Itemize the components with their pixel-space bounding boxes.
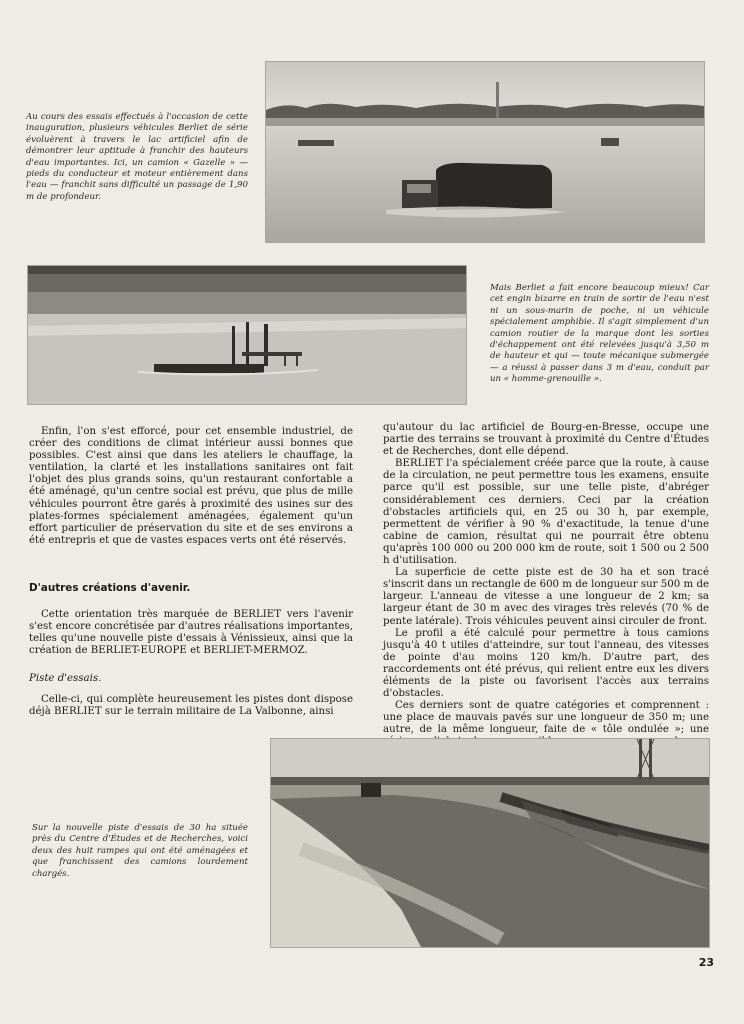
left-column bbox=[29, 426, 353, 547]
right-paragraph-2: BERLIET l'a spécialement créée parce que la route, à cause de la circulation, ne peut permettre tous les examens, ensuite parce qu'il est possible, sur une telle piste, d'abréger considérablement ces derniers. Ceci par la création d'obstacles artificiels qui, en 25 ou 30 h, par exemple, permettent de vérifier à 90 % d'exactitude, la tenue d'une cabine de camion, résultat qui ne pourrait être obtenu qu'après 100 000 ou 200 000 km de route, soit 1 500 ou 2 500 h d'utilisation. bbox=[383, 458, 709, 567]
left-column-3 bbox=[29, 694, 353, 718]
photo-truck-in-lake-image bbox=[266, 62, 704, 242]
photo-submerged-truck-image bbox=[28, 266, 466, 404]
left-paragraph-2: Cette orientation très marquée de BERLIET vers l'avenir s'est encore concrétisée par d'autres réalisations importantes, telles qu'une nouvelle piste d'essais à Vénissieux, ainsi que la création de BERLIET-EUROPE et BERLIET-MERMOZ. bbox=[29, 609, 353, 657]
right-paragraph-3: La superficie de cette piste est de 30 ha et son tracé s'inscrit dans un rectangle de 600 m de longueur sur 500 m de largeur. L'anneau de vitesse a une longueur de 2 km; sa largeur étant de 30 m avec des virages très relevés (70 % de pente latérale). Trois véhicules peuvent ainsi circuler de front. bbox=[383, 567, 709, 627]
section-heading: D'autres créations d'avenir. bbox=[29, 582, 191, 594]
page-number: 23 bbox=[698, 956, 714, 969]
subheading-piste: Piste d'essais. bbox=[29, 673, 102, 684]
right-column bbox=[383, 422, 709, 761]
left-paragraph-3: Celle-ci, qui complète heureusement les pistes dont dispose déjà BERLIET sur le terrain militaire de La Valbonne, ainsi bbox=[29, 694, 353, 718]
photo-truck-in-lake bbox=[265, 61, 705, 243]
photo-submerged-truck bbox=[27, 265, 467, 405]
right-paragraph-4: Le profil a été calculé pour permettre à tous camions jusqu'à 40 t utiles d'atteindre, sur tout l'anneau, des vitesses de pointe d'au moins 120 km/h. D'autre part, des raccordements ont été prévus, qui relient entre eux les divers éléments de la piste ou favorisent l'accès aux terrains d'obstacles. bbox=[383, 627, 709, 700]
photo-test-track-image bbox=[271, 739, 709, 947]
caption-middle: Mais Berliet a fait encore beaucoup mieux! Car cet engin bizarre en train de sortir de l'eau n'est ni un sous-marin de poche, ni un véhicule spécialement amphibie. Il s'agit simplement d'un camion routier de la marque dont les sorties d'échappement ont été relevées jusqu'à 3,50 m de hauteur et qui — toute mécanique submergée — a réussi à passer dans 3 m d'eau, conduit par un « homme-grenouille ». bbox=[490, 283, 709, 385]
left-paragraph-1: Enfin, l'on s'est efforcé, pour cet ensemble industriel, de créer des conditions de climat intérieur aussi bonnes que possibles. C'est ainsi que dans les ateliers le chauffage, la ventilation, la clarté et les installations sanitaires ont fait l'objet des plus grands soins, qu'un restaurant confortable a été aménagé, qu'un centre social est prévu, que plus de mille véhicules pourront être garés à proximité des usines sur des plates-formes spécialement aménagées, également qu'un effort particulier de préservation du site et de ses environs a été entrepris et que de vastes espaces verts ont été réservés. bbox=[29, 426, 353, 546]
caption-bottom: Sur la nouvelle piste d'essais de 30 ha située près du Centre d'Études et de Recherches, voici deux des huit rampes qui ont été aménagées et que franchissent des camions lourdement chargés. bbox=[32, 823, 248, 879]
right-paragraph-1: qu'autour du lac artificiel de Bourg-en-Bresse, occupe une partie des terrains se trouvant à proximité du Centre d'Études et de Recherches, dont elle dépend. bbox=[383, 422, 709, 458]
right-paragraph-5: Ces derniers sont de quatre catégories et comprennent : une place de mauvais pavés sur une longueur de 350 m; une autre, de la même longueur, faite de « tôle ondulée »; une bbox=[383, 700, 709, 736]
photo-test-track bbox=[270, 738, 710, 948]
left-column-2 bbox=[29, 609, 353, 657]
caption-top: Au cours des essais effectués à l'occasion de cette inauguration, plusieurs véhicules Berliet de série évoluèrent à travers le lac artificiel afin de démontrer leur aptitude à franchir des hauteurs d'eau importantes. Ici, un camion « Gazelle » — pieds du conducteur et moteur entièrement dans l'eau — franchit sans difficulté un passage de 1,90 m de profondeur. bbox=[26, 112, 248, 202]
